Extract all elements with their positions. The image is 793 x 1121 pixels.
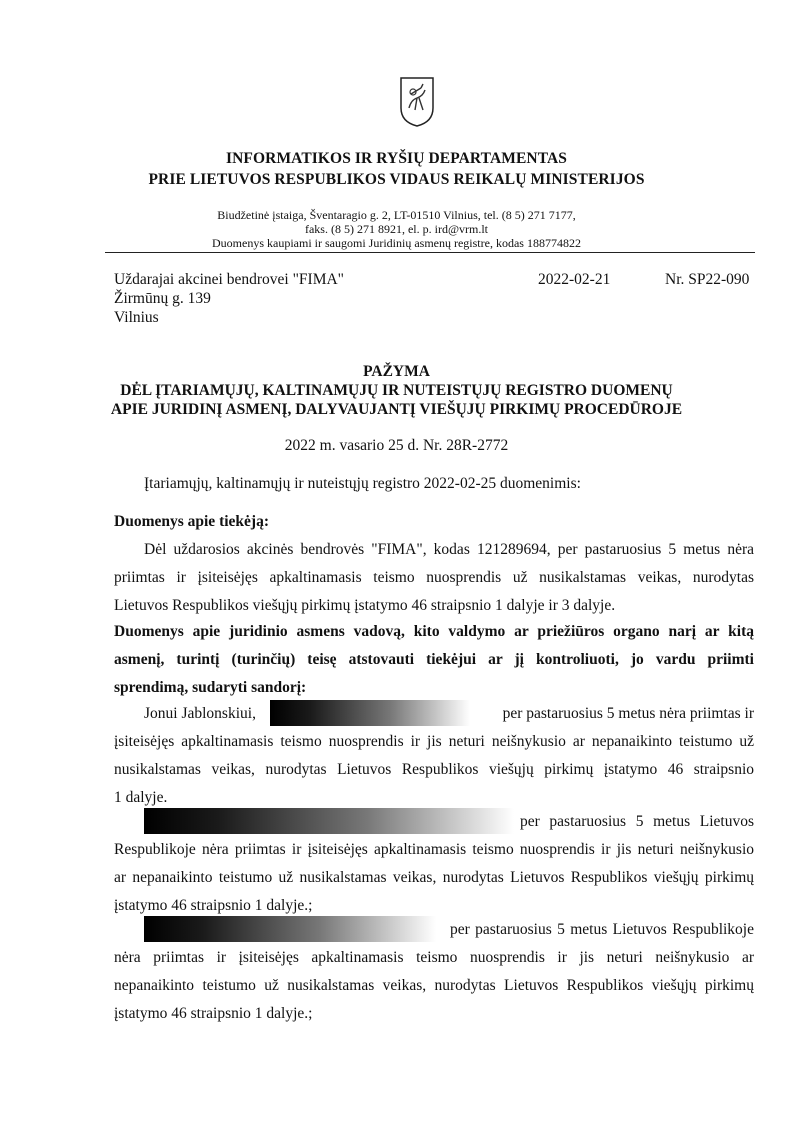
person-1-text-line-1: per pastaruosius 5 metus nėra priimtas ir: [502, 705, 754, 722]
person-2-text-line-3: ar nepanaikinto teistumo už nusikalstamas veikas, nurodytas Lietuvos Respublikos viešųjų pirkimų: [114, 869, 754, 886]
contact-line-1: Biudžetinė įstaiga, Šventaragio g. 2, LT-01510 Vilnius, tel. (8 5) 271 7177,: [217, 208, 576, 222]
person-2-text-line-1: per pastaruosius 5 metus Lietuvos: [520, 813, 754, 830]
ministry-name: PRIE LIETUVOS RESPUBLIKOS VIDAUS REIKALŲ MINISTERIJOS: [148, 171, 645, 188]
header-divider: [105, 252, 755, 253]
person-3-text-line-4: įstatymo 46 straipsnio 1 dalyje.;: [114, 1005, 313, 1022]
department-name: INFORMATIKOS IR RYŠIŲ DEPARTAMENTAS: [226, 150, 567, 167]
person-1-text-line-3: nusikalstamas veikas, nurodytas Lietuvos Respublikos viešųjų pirkimų įstatymo 46 straipsnio: [114, 761, 754, 778]
supplier-heading: Duomenys apie tiekėją:: [114, 513, 269, 530]
person-1-text-line-2: įsiteisėjęs apkaltinamasis teismo nuosprendis ir jis neturi neišnykusio ar nepanaikinto teistumo už: [114, 733, 754, 750]
recipient-city: Vilnius: [114, 309, 159, 326]
person-3-text-line-1: per pastaruosius 5 metus Lietuvos Respublikoje: [450, 921, 754, 938]
contact-line-2: faks. (8 5) 271 8921, el. p. ird@vrm.lt: [304, 222, 489, 236]
manager-heading-line-1: Duomenys apie juridinio asmens vadovą, kito valdymo ar priežiūros organo narį ar kitą: [114, 623, 754, 640]
recipient-street: Žirmūnų g. 139: [114, 290, 211, 307]
document-subtitle-2: APIE JURIDINĮ ASMENĮ, DALYVAUJANTĮ VIEŠŲJŲ PIRKIMŲ PROCEDŪROJE: [110, 401, 683, 418]
person-1-name: Jonui Jablonskiui,: [144, 705, 256, 722]
person-2-text-line-2: Respublikoje nėra priimtas ir įsiteisėjęs apkaltinamasis teismo nuosprendis ir jis neturi neišnykusio: [114, 841, 754, 858]
person-3-text-line-2: nėra priimtas ir įsiteisėjęs apkaltinamasis teismo nuosprendis ir jis neturi neišnykusio ar: [114, 949, 754, 966]
person-2-text-line-4: įstatymo 46 straipsnio 1 dalyje.;: [114, 897, 313, 914]
document-subtitle-1: DĖL ĮTARIAMŲJŲ, KALTINAMŲJŲ IR NUTEISTŲJŲ REGISTRO DUOMENŲ: [120, 382, 673, 399]
document-date-number: 2022 m. vasario 25 d. Nr. 28R-2772: [284, 437, 509, 454]
manager-heading-line-3: sprendimą, sudaryti sandorį:: [114, 679, 307, 696]
manager-heading-line-2: asmenį, turintį (turinčių) teisę atstovauti tiekėjui ar jį kontroliuoti, jo vardu priimti: [114, 651, 754, 668]
document-title: PAŽYMA: [363, 363, 430, 380]
redaction-block: [144, 916, 436, 942]
contact-line-3: Duomenys kaupiami ir saugomi Juridinių asmenų registre, kodas 188774822: [212, 236, 581, 250]
letter-date: 2022-02-21: [538, 271, 611, 288]
letter-number: Nr. SP22-090: [665, 271, 750, 288]
recipient-name: Uždarajai akcinei bendrovei "FIMA": [114, 271, 345, 288]
person-3-text-line-3: nepanaikinto teistumo už nusikalstamas veikas, nurodytas Lietuvos Respublikos viešųjų pirkimų: [114, 977, 754, 994]
redaction-block: [270, 700, 470, 726]
lithuania-coat-of-arms-icon: [397, 74, 437, 128]
person-1-text-line-4: 1 dalyje.: [114, 789, 168, 806]
intro-text: Įtariamųjų, kaltinamųjų ir nuteistųjų registro 2022-02-25 duomenimis:: [144, 475, 581, 492]
supplier-text-line-3: Lietuvos Respublikos viešųjų pirkimų įstatymo 46 straipsnio 1 dalyje ir 3 dalyje.: [114, 597, 616, 614]
redaction-block: [144, 808, 514, 834]
supplier-text-line-2: priimtas ir įsiteisėjęs apkaltinamasis teismo nuosprendis už nusikalstamas veikas, nurodytas: [114, 569, 754, 586]
supplier-text-line-1: Dėl uždarosios akcinės bendrovės "FIMA", kodas 121289694, per pastaruosius 5 metus nėra: [144, 541, 754, 558]
